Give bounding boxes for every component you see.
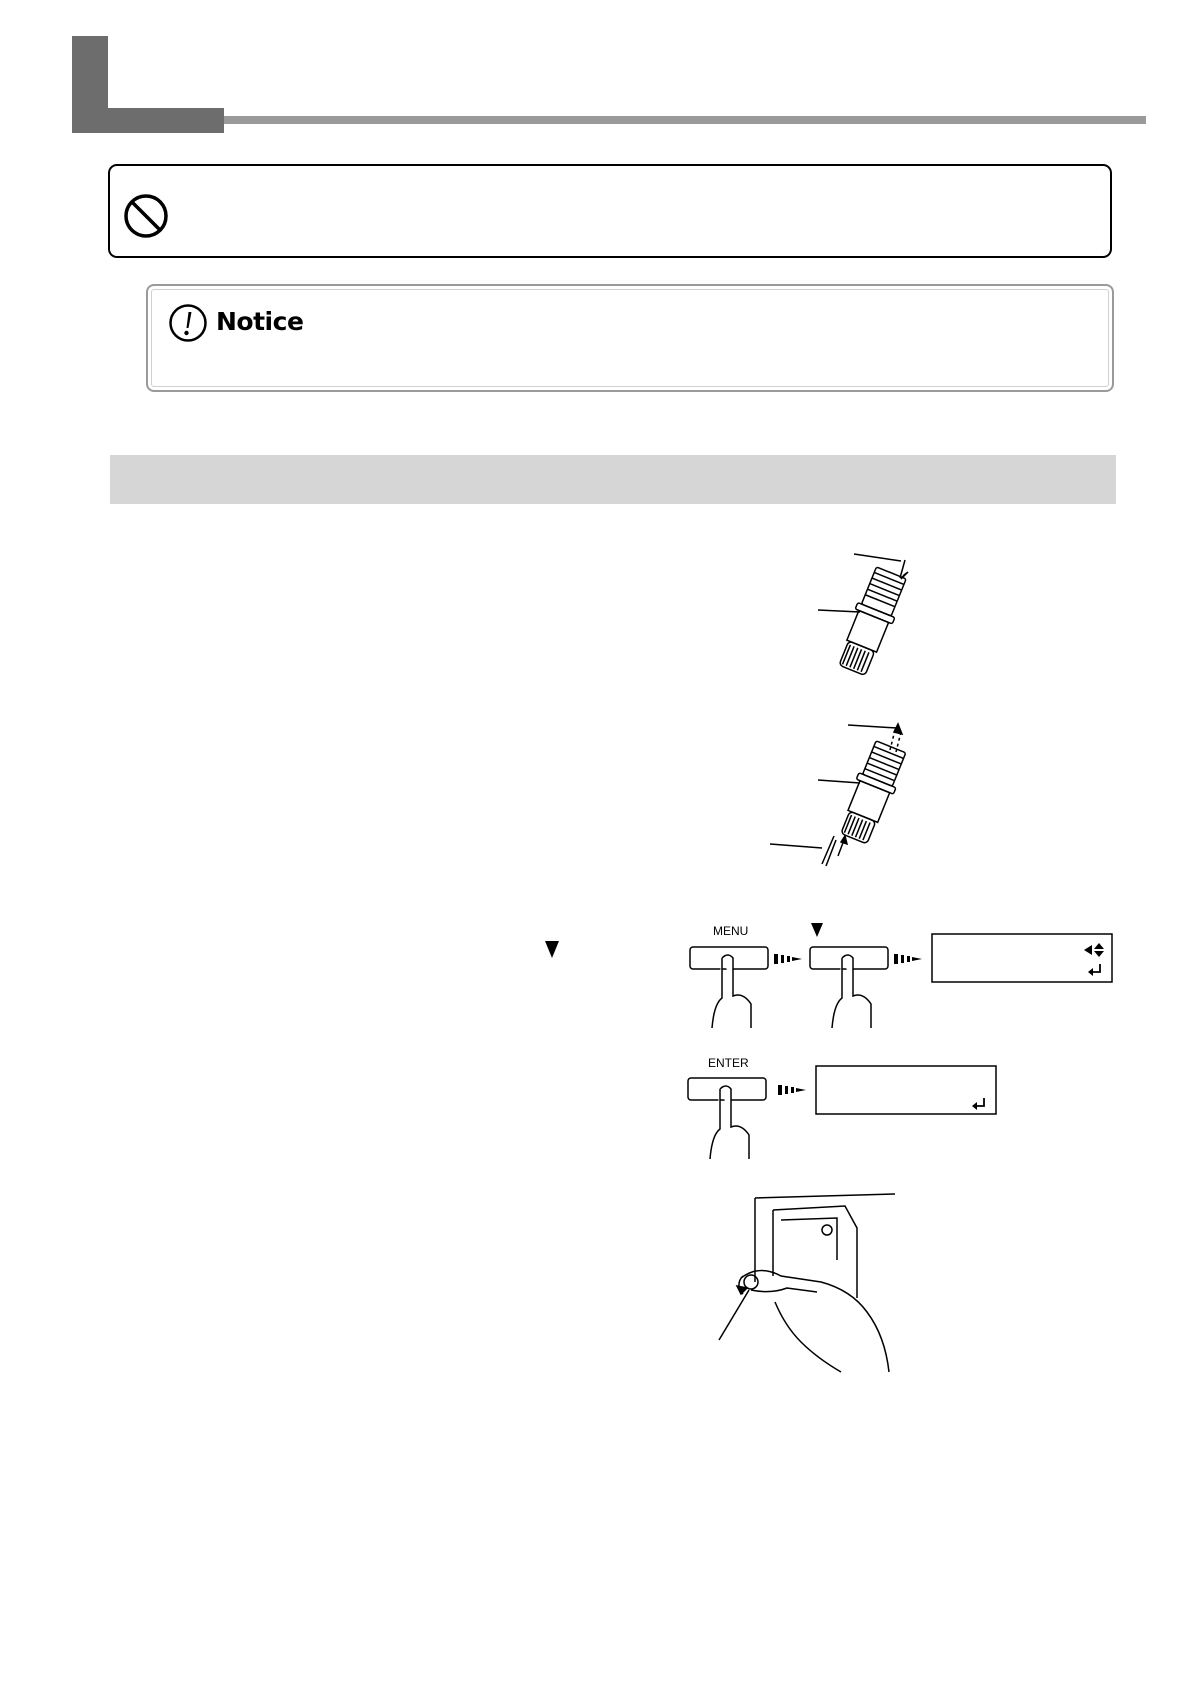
enter-sequence-illustration [686, 1052, 1006, 1162]
blade-holder-illustration-2 [770, 708, 940, 873]
section-heading-bar [110, 455, 1116, 504]
caution-box [108, 164, 1112, 258]
down-arrow-key-icon [543, 938, 561, 960]
menu-button-label: MENU [713, 924, 749, 938]
prohibition-icon [122, 192, 170, 240]
notice-box [146, 284, 1114, 392]
menu-sequence-graphic [688, 920, 1128, 1030]
notice-title: Notice [216, 307, 304, 336]
blade-holder-illustration-1 [800, 540, 940, 680]
carriage-knob-illustration [715, 1190, 905, 1380]
chapter-header-rule [224, 116, 1146, 124]
exclamation-icon [168, 303, 208, 343]
enter-button-label: ENTER [708, 1056, 749, 1070]
menu-sequence-illustration [688, 920, 1128, 1030]
enter-sequence-graphic [686, 1052, 1006, 1162]
chapter-tab-foot [72, 108, 224, 133]
